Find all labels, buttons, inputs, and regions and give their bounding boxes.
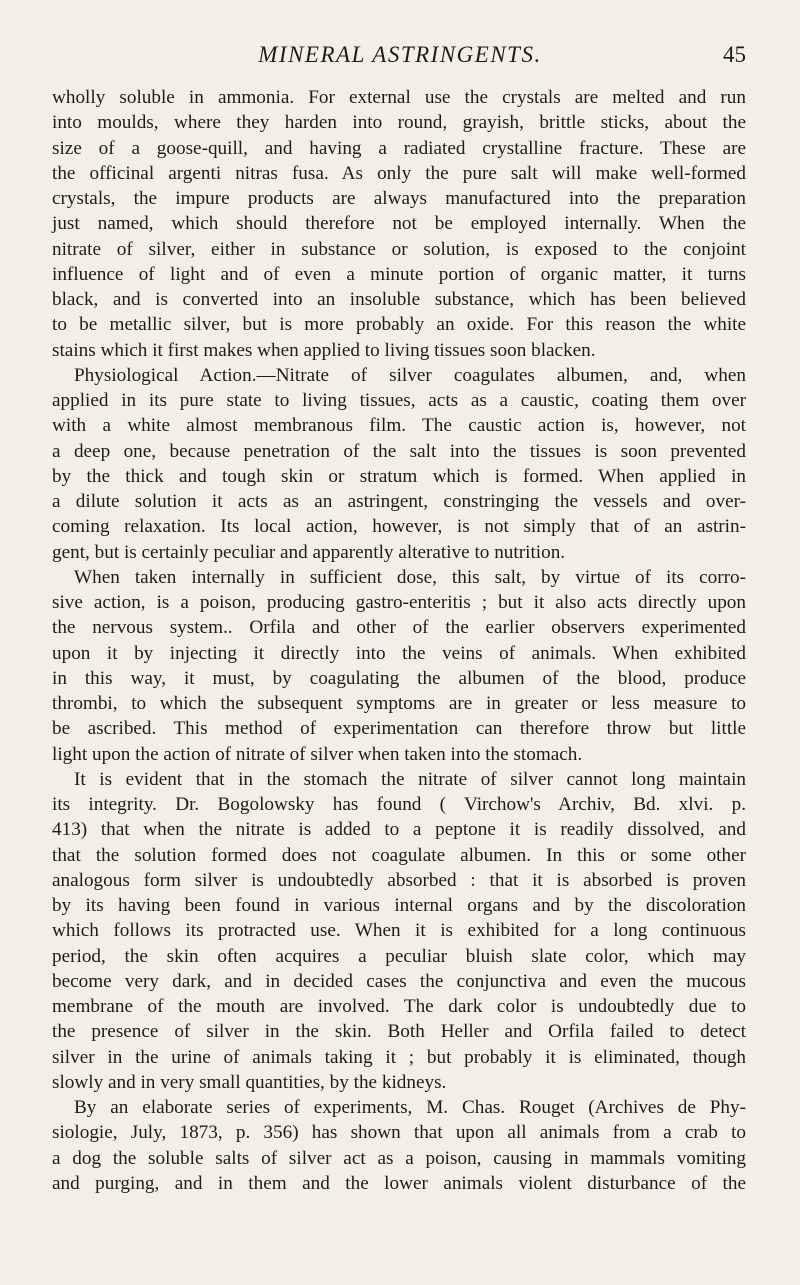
text-line: a dog the soluble salts of silver act as a poison, causing in mammals vomiting [52,1147,746,1169]
text-line: Physiological Action.—Nitrate of silver coagulates albumen, and, when [74,364,746,386]
text-line: stains which it first makes when applied to living tissues soon blacken. [52,339,596,361]
text-line: the presence of silver in the skin. Both Heller and Orfila failed to detect [52,1021,746,1043]
text-line: period, the skin often acquires a peculiar bluish slate color, which may [52,945,746,967]
text-line: wholly soluble in ammonia. For external use the crystals are melted and run [52,87,746,108]
text-line: influence of light and of even a minute portion of organic matter, it turns [52,263,746,285]
text-line: silver in the urine of animals taking it ; but probably it is eliminated, though [52,1046,746,1068]
text-line: 413) that when the nitrate is added to a peptone it is readily dissolved, and [52,819,746,841]
text-line: sive action, is a poison, producing gastro-enteritis ; but it also acts directly upon [52,592,746,613]
text-line: When taken internally in sufficient dose, this salt, by virtue of its corro- [74,566,746,588]
text-line: its integrity. Dr. Bogolowsky has found ( Virchow's Archiv, Bd. xlvi. p. [52,794,746,815]
text-line: the nervous system.. Orfila and other of the earlier observers experimented [52,617,746,639]
text-line: be ascribed. This method of experimentation can therefore throw but little [52,718,746,740]
text-line: a deep one, because penetration of the salt into the tissues is soon prevented [52,440,746,462]
text-line: analogous form silver is undoubtedly absorbed : that it is absorbed is proven [52,869,746,891]
text-line: that the solution formed does not coagulate albumen. In this or some other [52,844,746,866]
text-line: by its having been found in various internal organs and by the discoloration [52,895,746,916]
text-line: with a white almost membranous film. The caustic action is, however, not [52,415,746,437]
text-line: the officinal argenti nitras fusa. As only the pure salt will make well-formed [52,162,746,184]
running-head [52,30,748,66]
text-line: become very dark, and in decided cases the conjunctiva and even the mucous [52,970,746,992]
text-line: By an elaborate series of experiments, M. Chas. Rouget (Archives de Phy- [74,1097,746,1118]
text-line: light upon the action of nitrate of silver when taken into the stomach. [52,743,583,765]
text-line: membrane of the mouth are involved. The dark color is undoubtedly due to [52,996,746,1017]
text-line: siologie, July, 1873, p. 356) has shown that upon all animals from a crab to [52,1122,746,1144]
text-line: It is evident that in the stomach the nitrate of silver cannot long maintain [74,768,746,790]
text-line: gent, but is certainly peculiar and apparently alterative to nutrition. [52,541,566,563]
text-line: into moulds, where they harden into round, grayish, brittle sticks, about the [52,112,746,134]
text-line: just named, which should therefore not be employed internally. When the [52,213,746,235]
text-line: thrombi, to which the subsequent symptoms are in greater or less measure to [52,693,746,714]
text-line: applied in its pure state to living tissues, acts as a caustic, coating them over [52,390,746,411]
text-line: crystals, the impure products are always manufactured into the preparation [52,188,746,209]
text-line: coming relaxation. Its local action, however, is not simply that of an astrin- [52,516,746,538]
body-text [52,85,746,1196]
text-line: size of a goose-quill, and having a radiated crystalline fracture. These are [52,137,746,159]
text-line: to be metallic silver, but is more probably an oxide. For this reason the white [52,314,746,336]
text-line: in this way, it must, by coagulating the albumen of the blood, produce [52,667,746,689]
text-line: by the thick and tough skin or stratum which is formed. When applied in [52,465,746,487]
page-number: 45 [723,42,746,67]
text-line: and purging, and in them and the lower animals violent disturbance of the [52,1172,746,1194]
text-line: upon it by injecting it directly into the veins of animals. When exhibited [52,642,746,664]
text-line: slowly and in very small quantities, by the kidneys. [52,1071,447,1093]
text-line: which follows its protracted use. When it is exhibited for a long continuous [52,920,746,942]
text-line: nitrate of silver, either in substance or solution, is exposed to the conjoint [52,238,746,260]
text-line: a dilute solution it acts as an astringent, constringing the vessels and over- [52,491,746,512]
text-line: black, and is converted into an insoluble substance, which has been believed [52,289,746,310]
running-head-title: MINERAL ASTRINGENTS. [258,42,542,67]
